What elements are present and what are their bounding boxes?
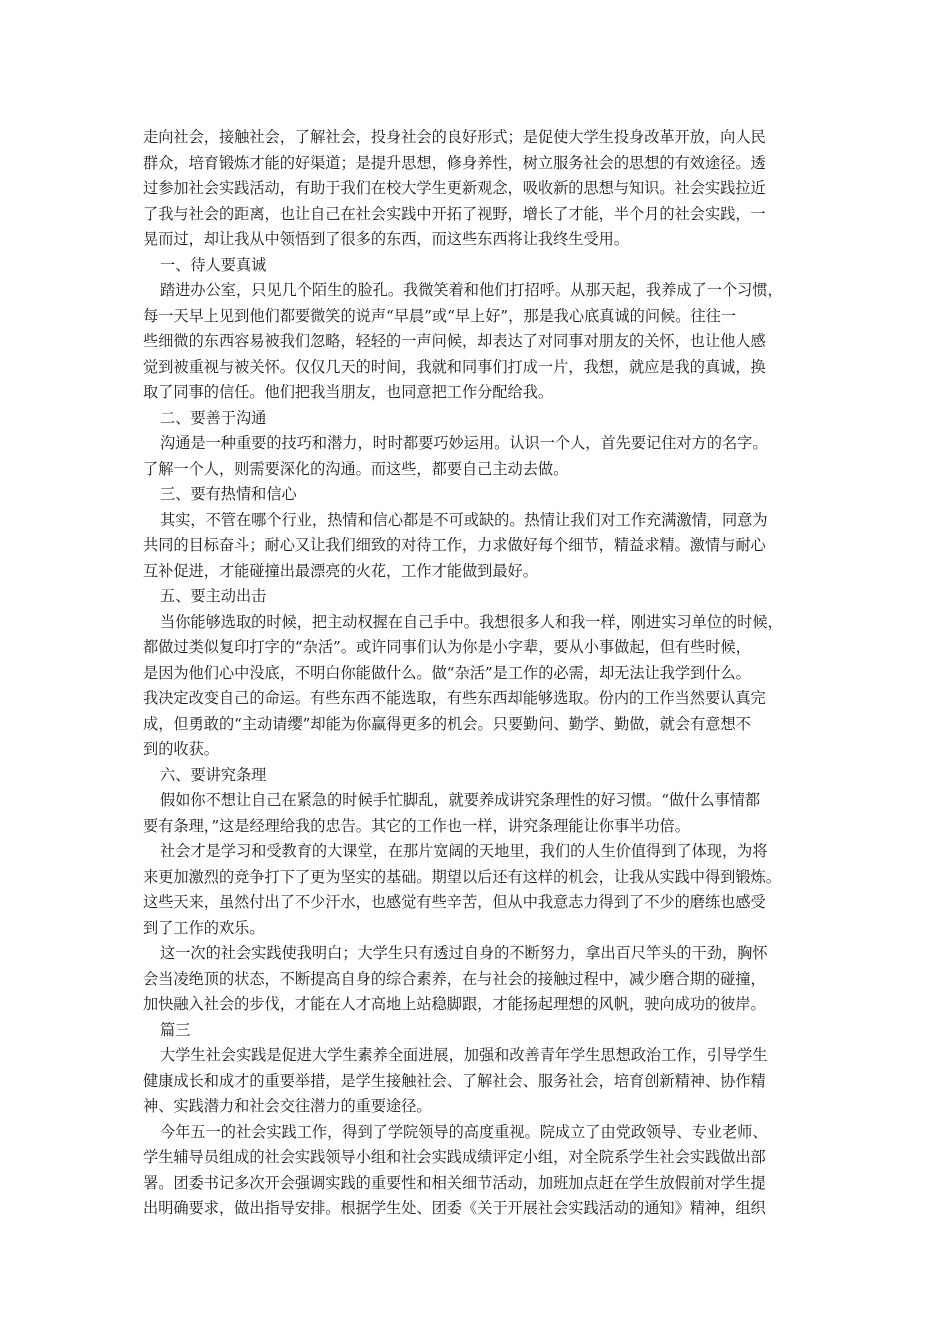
text-line: 觉到被重视与被关怀。仅仅几天的时间，我就和同事们打成一片，我想，就应是我的真诚，换 — [143, 357, 766, 376]
text-line: 每一天早上见到他们都要微笑的说声“早晨”或“早上好”，那是我心底真诚的问候。往往一 — [143, 306, 736, 325]
text-line: 这些天来，虽然付出了不少汗水，也感觉有些辛苦，但从中我意志力得到了不少的磨练也感受 — [143, 893, 766, 911]
text-line: 取了同事的信任。他们把我当朋友，也同意把工作分配给我。 — [143, 383, 554, 401]
text-line: 沟通是一种重要的技巧和潜力，时时都要巧妙运用。认识一个人，首先要记住对方的名字。 — [160, 434, 768, 452]
text-line: 来更加激烈的竞争打下了更为坚实的基础。期望以后还有这样的机会，让我从实践中得到锻炼。 — [143, 867, 781, 886]
text-line: 要有条理，”这是经理给我的忠告。其它的工作也一样，讲究条理能让你事半功倍。 — [143, 816, 690, 835]
text-line: 些细微的东西容易被我们忽略，轻轻的一声问候，却表达了对同事对朋友的关怀，也让他人感 — [143, 332, 766, 350]
text-line: 了我与社会的距离，也让自己在社会实践中开拓了视野，增长了才能，半个月的社会实践，一 — [143, 204, 766, 223]
text-line: 过参加社会实践活动，有助于我们在校大学生更新观念，吸收新的思想与知识。社会实践拉近 — [143, 179, 766, 197]
text-line: 我决定改变自己的命运。有些东西不能选取，有些东西却能够选取。份内的工作当然要认真完 — [143, 689, 766, 707]
document-body — [143, 125, 813, 1222]
text-line: 踏进办公室，只见几个陌生的脸孔。我微笑着和他们打招呼。从那天起，我养成了一个习惯， — [160, 281, 783, 299]
text-line: 群众，培育锻炼才能的好渠道；是提升思想，修身养性，树立服务社会的思想的有效途径。透 — [143, 153, 766, 172]
text-line: 成，但勇敢的“主动请缨”却能为你赢得更多的机会。只要勤问、勤学、勤做，就会有意想不 — [143, 714, 751, 733]
text-line: 今年五一的社会实践工作，得到了学院领导的高度重视。院成立了由党政领导、专业老师、 — [160, 1122, 768, 1141]
text-line: 到的收获。 — [143, 740, 219, 758]
text-line: 其实，不管在哪个行业，热情和信心都是不可或缺的。热情让我们对工作充满激情，同意为 — [160, 510, 768, 529]
text-line: 当你能够选取的时候，把主动权握在自己手中。我想很多人和我一样，刚进实习单位的时候， — [160, 612, 783, 631]
text-line: 六、要讲究条理 — [160, 765, 267, 784]
text-line: 三、要有热情和信心 — [160, 485, 297, 503]
text-line: 互补促进，才能碰撞出最漂亮的火花，工作才能做到最好。 — [143, 561, 538, 580]
text-line: 署。团委书记多次开会强调实践的重要性和相关细节活动，加班加点赶在学生放假前对学生提 — [143, 1173, 766, 1192]
text-line: 大学生社会实践是促进大学生素养全面进展，加强和改善青年学生思想政治工作，引导学生 — [160, 1046, 768, 1064]
text-line: 一、待人要真诚 — [160, 255, 267, 274]
text-line: 五、要主动出击 — [160, 587, 267, 605]
text-line: 到了工作的欢乐。 — [143, 918, 265, 937]
text-line: 走向社会，接触社会，了解社会，投身社会的良好形式；是促使大学生投身改革开放，向人民 — [143, 128, 766, 146]
text-line: 加快融入社会的步伐，才能在人才高地上站稳脚跟，才能扬起理想的风帆，驶向成功的彼岸。 — [143, 995, 766, 1013]
text-line: 神、实践潜力和社会交往潜力的重要途径。 — [143, 1097, 432, 1115]
text-line: 学生辅导员组成的社会实践领导小组和社会实践成绩评定小组，对全院系学生社会实践做出部 — [143, 1148, 766, 1166]
text-line: 健康成长和成才的重要举措，是学生接触社会、了解社会、服务社会，培育创新精神、协作精 — [143, 1071, 766, 1090]
text-line: 社会才是学习和受教育的大课堂，在那片宽阔的天地里，我们的人生价值得到了体现，为将 — [160, 842, 768, 860]
text-line: 了解一个人，则需要深化的沟通。而这些，都要自己主动去做。 — [143, 459, 569, 478]
text-line: 篇三 — [160, 1020, 191, 1039]
text-line: 二、要善于沟通 — [160, 408, 267, 427]
text-line: 都做过类似复印打字的“杂活”。或许同事们认为你是小字辈，要从小事做起，但有些时候， — [143, 638, 751, 656]
text-line: 会当凌绝顶的状态，不断提高自身的综合素养，在与社会的接触过程中，减少磨合期的碰撞， — [143, 969, 766, 988]
text-line: 晃而过，却让我从中领悟到了很多的东西，而这些东西将让我终生受用。 — [143, 230, 629, 248]
text-line: 出明确要求，做出指导安排。根据学生处、团委《关于开展社会实践活动的通知》精神，组织 — [143, 1199, 766, 1217]
text-line: 是因为他们心中没底，不明白你能做什么。做“杂活”是工作的必需，却无法让我学到什么。 — [143, 663, 751, 682]
text-line: 假如你不想让自己在紧急的时候手忙脚乱，就要养成讲究条理性的好习惯。“做什么事情都 — [160, 791, 761, 809]
text-line: 这一次的社会实践使我明白；大学生只有透过自身的不断努力，拿出百尺竿头的干劲，胸怀 — [160, 944, 768, 962]
text-line: 共同的目标奋斗；耐心又让我们细致的对待工作，力求做好每个细节，精益求精。激情与耐心 — [143, 536, 766, 554]
